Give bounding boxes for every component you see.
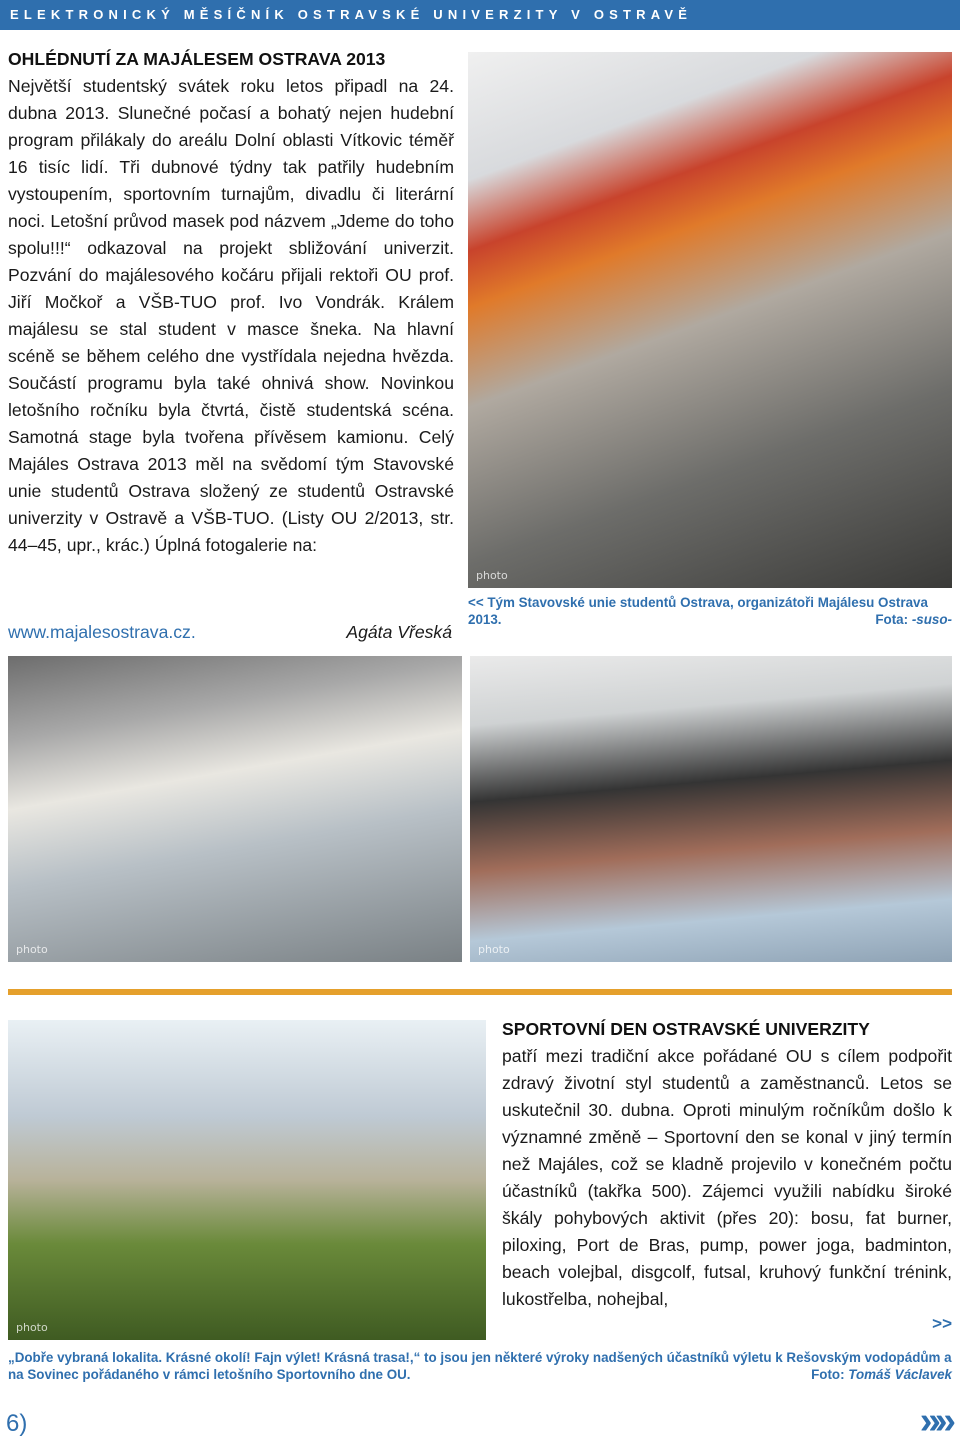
photo-bmx-show <box>468 52 952 588</box>
majales-gallery-link[interactable]: www.majalesostrava.cz. <box>8 622 196 642</box>
caption-majales-team <box>468 594 952 628</box>
caption-majales-text: << Tým Stavovské unie studentů Ostrava, organizátoři Majálesu Ostrava 2013. <box>468 595 928 627</box>
article-majales-heading: OHLÉDNUTÍ ZA MAJÁLESEM OSTRAVA 2013 <box>8 49 386 69</box>
article-majales-body: Největší studentský svátek roku letos připadl na 24. dubna 2013. Slunečné počasí a bohatý nejen hudební program přilákaly do areálu Dolní oblasti Vítkovic téměř 16 tisíc lidí. Tři dubnové týdny tak patřily hudebním vystoupením, sportovním turnajům, divadlu či literární noci. Letošní průvod masek pod názvem „Jdeme do toho spolu!!!“ odkazoval na projekt sbližování univerzit. Pozvání do majálesového kočáru přijali rektoři OU prof. Jiří Močkoř a VŠB-TUO prof. Ivo Vondrák. Králem majálesu se stal student v masce šneka. Na hlavní scéně se během celého dne vystřídala nejedna hvězda. Součástí programu byla také ohnivá show. Novinkou letošního ročníku byla čtvrtá, čistě studentská scéna. Samotná stage byla tvořena přívěsem kamionu. Celý Majáles Ostrava 2013 měl na svědomí tým Stavovské unie studentů Ostrava složený ze studentů Ostravské univerzity v Ostravě a VŠB-TUO. (Listy OU 2/2013, str. 44–45, upr., krác.) Úplná fotogalerie na: <box>8 76 454 555</box>
photo-placeholder-label: photo <box>16 1321 48 1334</box>
caption-hiking-credit <box>811 1366 952 1383</box>
section-separator <box>8 989 952 995</box>
photo-placeholder-label: photo <box>476 569 508 582</box>
article-sports-day <box>502 1016 952 1313</box>
photo-hiking-trip <box>8 1020 486 1340</box>
caption-majales-credit-prefix: Fota: <box>875 612 912 627</box>
photo-team-suso <box>8 656 462 962</box>
article-majales-author: Agáta Vřeská <box>346 622 452 642</box>
article-sports-day-heading: SPORTOVNÍ DEN OSTRAVSKÉ UNIVERZITY <box>502 1019 870 1039</box>
continue-arrows[interactable]: >> <box>932 1314 952 1333</box>
article-majales-footer <box>8 619 454 646</box>
article-majales <box>8 46 454 559</box>
magazine-title: ELEKTRONICKÝ MĚSÍČNÍK OSTRAVSKÉ UNIVERZITY V OSTRAVĚ <box>10 7 693 22</box>
caption-majales-credit-name: -suso- <box>911 612 952 627</box>
caption-hiking-text: „Dobře vybraná lokalita. Krásné okolí! Fajn výlet! Krásná trasa!,“ to jsou jen některé výroky nadšených účastníků výletu k Rešovským vodopádům a na Sovinec pořádaného v rámci letošního Sportovního dne OU. <box>8 1350 952 1382</box>
caption-hiking-credit-name: Tomáš Václavek <box>848 1367 952 1382</box>
caption-majales-credit <box>875 611 952 628</box>
page-number: 6) <box>6 1410 28 1437</box>
caption-hiking-credit-prefix: Foto: <box>811 1367 849 1382</box>
caption-hiking-trip <box>8 1349 952 1383</box>
article-sports-day-body: patří mezi tradiční akce pořádané OU s cílem podpořit zdravý životní styl studentů a zaměstnanců. Letos se uskutečnil 30. dubna. Oproti minulým ročníkům došlo k významné změně – Sportovní den se konal v jiný termín než Majáles, což se kladně projevilo v konečném počtu účastníků (takřka 500). Zájemci využili nabídku široké škály pohybových aktivit (přes 20): bosu, fat burner, piloxing, Port de Bras, pump, power joga, badminton, beach volejbal, disgcolf, futsal, kruhový funkční trénink, lukostřelba, nohejbal, <box>502 1046 952 1309</box>
next-page-arrows-icon[interactable]: »» <box>919 1400 950 1442</box>
photo-placeholder-label: photo <box>478 943 510 956</box>
photo-placeholder-label: photo <box>16 943 48 956</box>
photo-crowd-headphones <box>470 656 952 962</box>
header-bar <box>0 0 960 30</box>
